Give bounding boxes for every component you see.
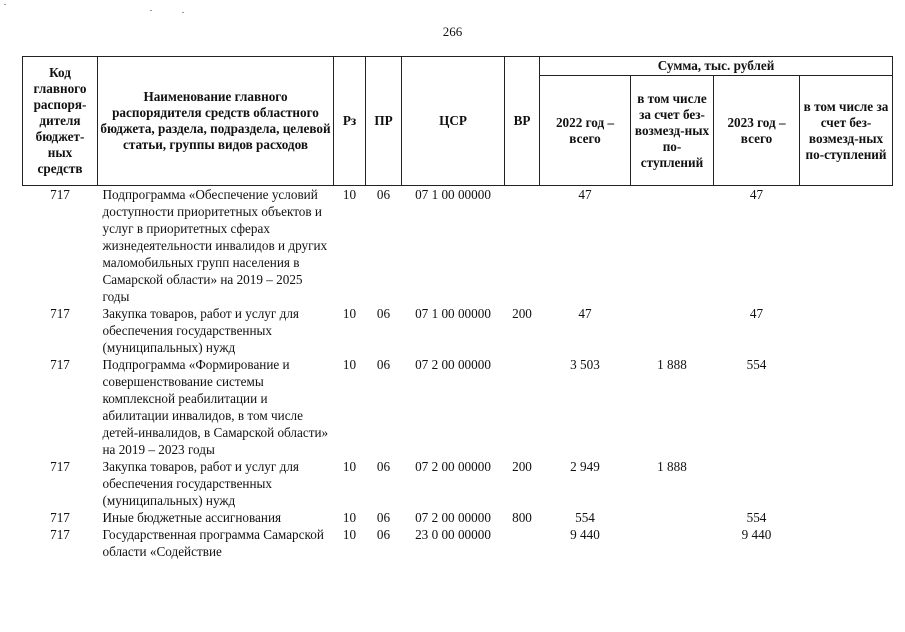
- cell-vr: 800: [512, 510, 532, 525]
- cell-pr: 06: [376, 527, 391, 542]
- cell-vr: [505, 356, 540, 458]
- cell-pr: 06: [376, 357, 391, 372]
- cell-2022-grants: [631, 509, 714, 526]
- cell-rz: 10: [342, 306, 357, 321]
- scan-speck: [4, 4, 6, 5]
- cell-2022-total: 9 440: [570, 527, 600, 542]
- cell-csr: 07 1 00 00000: [415, 187, 491, 202]
- cell-pr: 06: [376, 510, 391, 525]
- cell-name: Закупка товаров, работ и услуг для обеспечения государственных (муниципальных) нужд: [102, 306, 299, 355]
- cell-2023-grants: [800, 305, 893, 356]
- cell-2023-grants: [800, 356, 893, 458]
- table-row: [23, 509, 893, 526]
- cell-vr: 200: [512, 459, 532, 474]
- cell-2023-total: 47: [749, 187, 764, 202]
- cell-2022-total: 3 503: [570, 357, 600, 372]
- cell-name: Подпрограмма «Формирование и совершенствование системы комплексной реабилитации и абилитации инвалидов, в том числе детей-инвалидов, в Самарской области» на 2019 – 2023 годы: [102, 357, 329, 457]
- cell-rz: 10: [342, 357, 357, 372]
- header-sum: Сумма, тыс. рублей: [540, 57, 893, 76]
- cell-pr: 06: [376, 306, 391, 321]
- cell-2022-grants: [631, 305, 714, 356]
- cell-2023-total: 554: [746, 357, 767, 372]
- scan-speck: [150, 10, 152, 11]
- cell-csr: 07 2 00 00000: [415, 357, 491, 372]
- cell-2023-total: 47: [749, 306, 764, 321]
- cell-2022-grants: 1 888: [657, 459, 687, 474]
- cell-code: 717: [50, 459, 70, 474]
- cell-2022-total: 2 949: [570, 459, 600, 474]
- cell-csr: 07 1 00 00000: [415, 306, 491, 321]
- cell-2022-total: 47: [578, 306, 592, 321]
- cell-2023-grants: [800, 509, 893, 526]
- cell-rz: 10: [342, 459, 357, 474]
- header-2022-grants: в том числе за счет без-возмезд-ных по-ступлений: [631, 76, 714, 186]
- cell-2022-total: 554: [575, 510, 595, 525]
- table-row: [23, 526, 893, 560]
- cell-code: 717: [50, 306, 70, 321]
- cell-2023-total: 9 440: [741, 527, 772, 542]
- cell-2023-total: 554: [746, 510, 767, 525]
- cell-name: Государственная программа Самарской области «Содействие: [102, 527, 324, 559]
- cell-vr: [505, 186, 540, 306]
- cell-rz: 10: [342, 527, 357, 542]
- header-2023-grants: в том числе за счет без-возмезд-ных по-ступлений: [800, 76, 893, 186]
- header-name: Наименование главного распорядителя средств областного бюджета, раздела, подраздела, целевой статьи, группы видов расходов: [98, 57, 334, 186]
- scan-speck: [182, 12, 184, 13]
- table-row: [23, 305, 893, 356]
- cell-2022-total: 47: [578, 187, 592, 202]
- cell-2023-grants: [800, 458, 893, 509]
- cell-csr: 07 2 00 00000: [415, 459, 491, 474]
- cell-name: Закупка товаров, работ и услуг для обеспечения государственных (муниципальных) нужд: [102, 459, 299, 508]
- cell-pr: 06: [376, 459, 391, 474]
- cell-2023-grants: [800, 526, 893, 560]
- header-pr: ПР: [366, 57, 402, 186]
- header-code: Код главного распоря-дителя бюджет-ных средств: [23, 57, 98, 186]
- cell-code: 717: [50, 357, 70, 372]
- cell-vr: [505, 526, 540, 560]
- cell-rz: 10: [342, 187, 357, 202]
- header-2023-total: 2023 год – всего: [714, 76, 800, 186]
- cell-pr: 06: [376, 187, 391, 202]
- header-vr: ВР: [505, 57, 540, 186]
- cell-code: 717: [50, 187, 70, 202]
- header-rz: Рз: [334, 57, 366, 186]
- cell-2023-total: [714, 458, 800, 509]
- budget-table: [22, 56, 893, 560]
- header-2022-total: 2022 год – всего: [540, 76, 631, 186]
- page-number: 266: [442, 24, 463, 39]
- cell-2022-grants: [631, 526, 714, 560]
- table-body: [23, 186, 893, 561]
- cell-vr: 200: [512, 306, 532, 321]
- cell-2022-grants: [631, 186, 714, 306]
- cell-csr: 07 2 00 00000: [415, 510, 491, 525]
- cell-2022-grants: 1 888: [657, 357, 687, 372]
- cell-rz: 10: [342, 510, 357, 525]
- cell-code: 717: [50, 527, 70, 542]
- table-row: [23, 458, 893, 509]
- cell-name: Иные бюджетные ассигнования: [102, 510, 282, 525]
- cell-2023-grants: [800, 186, 893, 306]
- cell-code: 717: [50, 510, 70, 525]
- cell-name: Подпрограмма «Обеспечение условий доступности приоритетных объектов и услуг в приоритетных сферах жизнедеятельности инвалидов и других маломобильных групп населения в Самарской области» на 2019 – 2025 годы: [102, 187, 328, 304]
- cell-csr: 23 0 00 00000: [415, 527, 491, 542]
- table-row: [23, 356, 893, 458]
- header-csr: ЦСР: [402, 57, 505, 186]
- table-row: [23, 186, 893, 306]
